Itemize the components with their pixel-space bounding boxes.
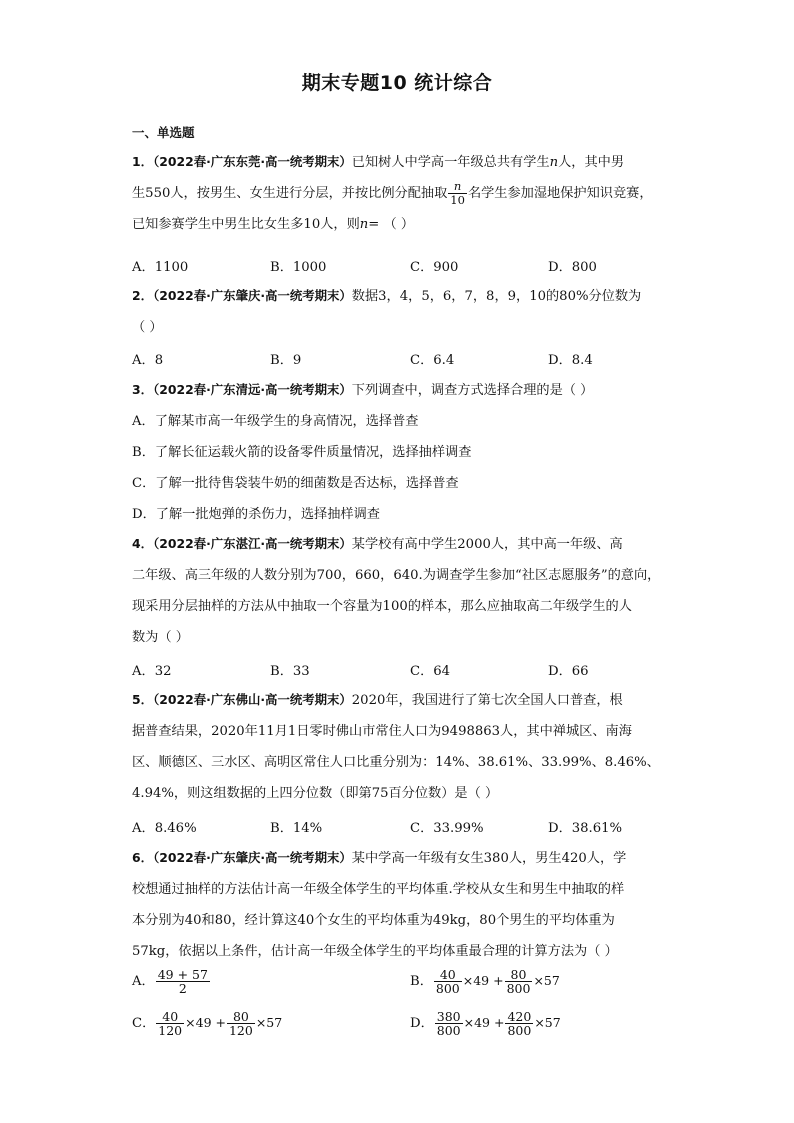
question-number: 2． [132, 288, 154, 303]
fraction: $\frac{380}{800}$ [436, 1009, 461, 1038]
question-text: 4.94%，则这组数据的上四分位数（即第75百分位数）是（ ） [132, 786, 499, 801]
option-c[interactable]: C．6.4 [410, 353, 455, 368]
option-c[interactable]: C．64 [410, 664, 451, 679]
option-a[interactable]: A．8 [132, 353, 164, 368]
option-c[interactable]: C．了解一批待售袋装牛奶的细菌数是否达标，选择普查 [132, 476, 459, 491]
question-source: （2022春·广东湛江·高一统考期末） [153, 536, 352, 551]
question-text: 数据3，4，5，6，7，8，9，10的80%分位数为 [351, 289, 642, 304]
variable-n: n [359, 217, 369, 232]
option-d[interactable]: D．8.4 [548, 353, 593, 368]
fraction-n-over-10: $\frac{n}{10}$ [450, 179, 465, 207]
option-b[interactable]: B． $\frac{40}{800}$ ×49 + $\frac{80}{800}$ ×57 [410, 967, 560, 996]
option-b[interactable]: B．1000 [270, 260, 327, 275]
question-text: = （ ） [368, 217, 415, 232]
option-b[interactable]: B．9 [270, 353, 302, 368]
question-text: 数为（ ） [132, 630, 189, 645]
question-4 [132, 528, 662, 653]
question-source: （2022春·广东东莞·高一统考期末） [153, 154, 352, 169]
question-number: 5． [132, 692, 154, 707]
question-text: 名学生参加湿地保护知识竞赛， [467, 186, 653, 201]
fraction: $\frac{49 + 57}{2}$ [157, 967, 208, 996]
fraction: $\frac{40}{120}$ [158, 1009, 183, 1038]
question-text: 本分别为40和80，经计算这40个女生的平均体重为49kg，80个男生的平均体重为 [132, 913, 615, 928]
question-text: 已知参赛学生中男生比女生多10人，则 [132, 217, 360, 232]
question-5 [132, 684, 662, 809]
variable-n: n [549, 155, 559, 170]
question-2-options [132, 349, 692, 373]
option-c[interactable]: C． $\frac{40}{120}$ ×49 + $\frac{80}{120}$ ×57 [132, 1009, 283, 1038]
question-6 [132, 842, 662, 967]
section-heading: 一、单选题 [132, 125, 195, 140]
page-title: 期末专题10 统计综合 [301, 72, 493, 94]
question-text: 已知树人中学高一年级总共有学生 [351, 155, 550, 170]
question-source: （2022春·广东肇庆·高一统考期末） [153, 288, 352, 303]
option-a[interactable]: A．了解某市高一年级学生的身高情况，选择普查 [132, 414, 419, 429]
question-text: 据普查结果，2020年11月1日零时佛山市常住人口为9498863人，其中禅城区、南海 [132, 724, 632, 739]
question-source: （2022春·广东肇庆·高一统考期末） [153, 850, 352, 865]
fraction: $\frac{420}{800}$ [507, 1009, 532, 1038]
question-number: 3． [132, 382, 154, 397]
option-d[interactable]: D．800 [548, 260, 597, 275]
question-number: 1． [132, 154, 154, 169]
option-d[interactable]: D． $\frac{380}{800}$ ×49 + $\frac{420}{800}$ ×57 [410, 1009, 561, 1038]
question-source: （2022春·广东佛山·高一统考期末） [153, 692, 352, 707]
question-1 [132, 146, 662, 240]
question-text: 某学校有高中学生2000人，其中高一年级、高 [351, 537, 623, 552]
question-4-options [132, 660, 692, 684]
question-number: 6． [132, 850, 154, 865]
option-c[interactable]: C．900 [410, 260, 459, 275]
option-b[interactable]: B．14% [270, 821, 323, 836]
question-text: （ ） [132, 320, 163, 335]
question-1-line-2 [132, 178, 662, 209]
question-1-options [132, 256, 692, 280]
question-text: 区、顺德区、三水区、高明区常住人口比重分别为：14%、38.61%、33.99%、8.46%、 [132, 755, 660, 770]
question-text: 下列调查中，调查方式选择合理的是（ ） [351, 383, 594, 398]
question-text: 现采用分层抽样的方法从中抽取一个容量为100的样本，那么应抽取高二年级学生的人 [132, 599, 632, 614]
question-text: 人，其中男 [558, 155, 625, 170]
question-number: 4． [132, 536, 154, 551]
question-1-line-1 [132, 146, 662, 178]
option-a[interactable]: A．1100 [132, 260, 189, 275]
option-d[interactable]: D．了解一批炮弹的杀伤力，选择抽样调查 [132, 507, 380, 522]
question-text: 二年级、高三年级的人数分别为700，660，640.为调查学生参加“社区志愿服务”的意向， [132, 568, 661, 583]
fraction: $\frac{80}{120}$ [228, 1009, 253, 1038]
question-text: 生550人，按男生、女生进行分层，并按比例分配抽取 [132, 186, 448, 201]
question-2 [132, 280, 662, 343]
fraction: $\frac{40}{800}$ [435, 967, 460, 996]
option-b[interactable]: B．33 [270, 664, 310, 679]
option-d[interactable]: D．38.61% [548, 821, 623, 836]
option-d[interactable]: D．66 [548, 664, 589, 679]
option-a[interactable]: A．8.46% [132, 821, 197, 836]
question-5-options [132, 817, 692, 841]
question-text: 57kg，依据以上条件，估计高一年级全体学生的平均体重最合理的计算方法为（ ） [132, 944, 618, 959]
option-a[interactable]: A．32 [132, 664, 172, 679]
option-b[interactable]: B．了解长征运载火箭的设备零件质量情况，选择抽样调查 [132, 445, 472, 460]
question-3 [132, 374, 662, 530]
question-text: 某中学高一年级有女生380人，男生420人，学 [351, 851, 627, 866]
question-1-line-3 [132, 209, 662, 240]
question-text: 2020年，我国进行了第七次全国人口普查，根 [351, 693, 623, 708]
question-source: （2022春·广东清远·高一统考期末） [153, 382, 352, 397]
fraction: $\frac{80}{800}$ [506, 967, 531, 996]
question-text: 校想通过抽样的方法估计高一年级全体学生的平均体重.学校从女生和男生中抽取的样 [132, 882, 625, 897]
option-a[interactable]: A． $\frac{49 + 57}{2}$ [132, 967, 208, 996]
option-c[interactable]: C．33.99% [410, 821, 484, 836]
